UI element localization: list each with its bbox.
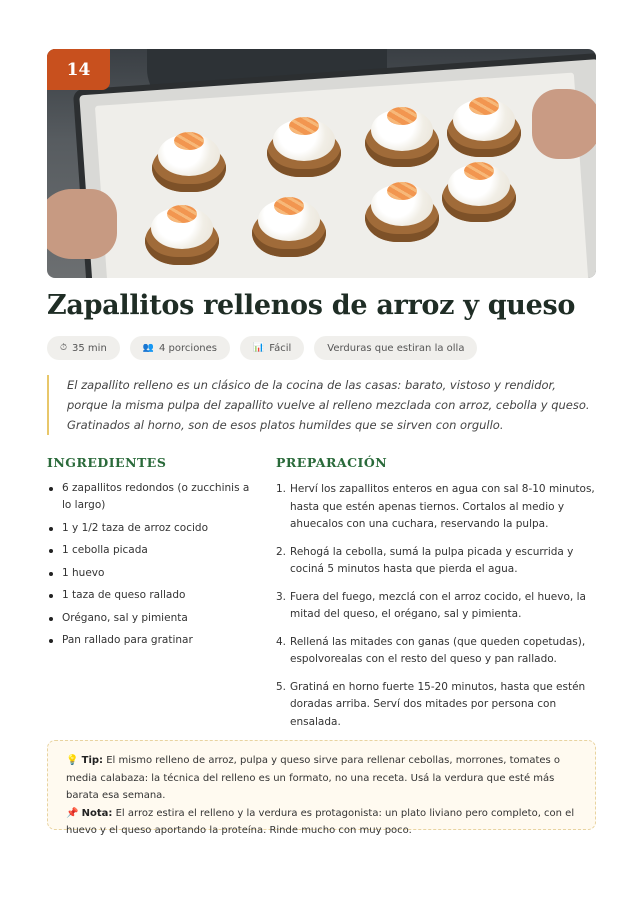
ingredients-heading: INGREDIENTES bbox=[47, 455, 167, 470]
chip-category bbox=[314, 336, 477, 360]
chip-servings bbox=[130, 336, 230, 360]
recipe-photo bbox=[47, 49, 596, 278]
recipe-title: Zapallitos rellenos de arroz y queso bbox=[47, 290, 576, 321]
preparation-steps bbox=[276, 481, 598, 741]
preparation-heading: PREPARACIÓN bbox=[276, 455, 388, 470]
step-text: Rehogá la cebolla, sumá la pulpa picada y escurrida y cociná 5 minutos hasta que pierda el agua. bbox=[290, 545, 574, 575]
list-item: Pan rallado para gratinar bbox=[47, 632, 252, 649]
step-text: Rellená las mitades con ganas (que queden copetudas), espolvorealas con el resto del queso y pan rallado. bbox=[290, 635, 586, 665]
chip-label: Fácil bbox=[269, 342, 292, 354]
step-text: Herví los zapallitos enteros en agua con sal 8-10 minutos, hasta que estén apenas tiernos. Cortalos al medio y ahuecalos con una cuchara, reservando la pulpa. bbox=[290, 483, 595, 530]
note-label: Nota: bbox=[81, 807, 113, 819]
tip-paragraph bbox=[66, 752, 577, 805]
list-item: 1 y 1/2 taza de arroz cocido bbox=[47, 520, 252, 537]
ingredients-list bbox=[47, 480, 252, 655]
people-icon: 👥 bbox=[142, 343, 155, 353]
step-item bbox=[276, 679, 598, 732]
chip-time bbox=[47, 336, 120, 360]
step-number: 4. bbox=[276, 635, 287, 648]
bar-chart-icon: 📊 bbox=[253, 343, 265, 353]
chip-label: 35 min bbox=[72, 342, 107, 354]
recipe-intro: El zapallito relleno es un clásico de la cocina de las casas: barato, vistoso y rendidor, porque la misma pulpa del zapallito vuelve al relleno mezclada con arroz, cebolla y queso. Gratinados al horno, son de esos platos humildes que se sirven con orgullo. bbox=[47, 375, 597, 435]
step-item bbox=[276, 589, 598, 624]
list-item: 1 cebolla picada bbox=[47, 542, 252, 559]
step-number: 3. bbox=[276, 590, 287, 603]
recipe-meta-chips bbox=[47, 336, 477, 360]
step-number: 1. bbox=[276, 483, 287, 495]
tip-text: El mismo relleno de arroz, pulpa y queso sirve para rellenar cebollas, morrones, tomates o media calabaza: la técnica del relleno es un formato, no una receta. Usá la verdura que esté más barata esa semana. bbox=[66, 755, 561, 801]
step-text: Fuera del fuego, mezclá con el arroz cocido, el huevo, la mitad del queso, el orégano, sal y pimienta. bbox=[290, 590, 586, 620]
note-text: El arroz estira el relleno y la verdura es protagonista: un plato liviano pero completo, con el huevo y el queso aportando la proteína. Rinde mucho con muy poco. bbox=[66, 807, 575, 836]
step-item bbox=[276, 481, 598, 534]
step-text: Gratiná en horno fuerte 15-20 minutos, hasta que estén doradas arriba. Serví dos mitades por persona con ensalada. bbox=[290, 680, 586, 728]
chip-label: 4 porciones bbox=[159, 342, 218, 354]
recipe-number-badge: 14 bbox=[47, 49, 110, 90]
list-item: Orégano, sal y pimienta bbox=[47, 610, 252, 627]
tip-box bbox=[47, 740, 596, 836]
pushpin-icon: 📌 bbox=[66, 807, 79, 819]
note-paragraph bbox=[66, 805, 577, 840]
step-number: 5. bbox=[276, 680, 287, 693]
list-item: 1 taza de queso rallado bbox=[47, 587, 252, 604]
chip-label: Verduras que estiran la olla bbox=[327, 342, 465, 354]
lightbulb-icon: 💡 bbox=[66, 755, 79, 766]
step-item bbox=[276, 634, 598, 669]
tip-label: Tip: bbox=[81, 755, 104, 766]
stopwatch-icon: ⏱ bbox=[60, 343, 68, 353]
list-item: 6 zapallitos redondos (o zucchinis a lo largo) bbox=[47, 480, 252, 514]
chip-difficulty bbox=[240, 336, 304, 360]
step-item bbox=[276, 544, 598, 579]
list-item: 1 huevo bbox=[47, 565, 252, 582]
step-number: 2. bbox=[276, 545, 287, 558]
